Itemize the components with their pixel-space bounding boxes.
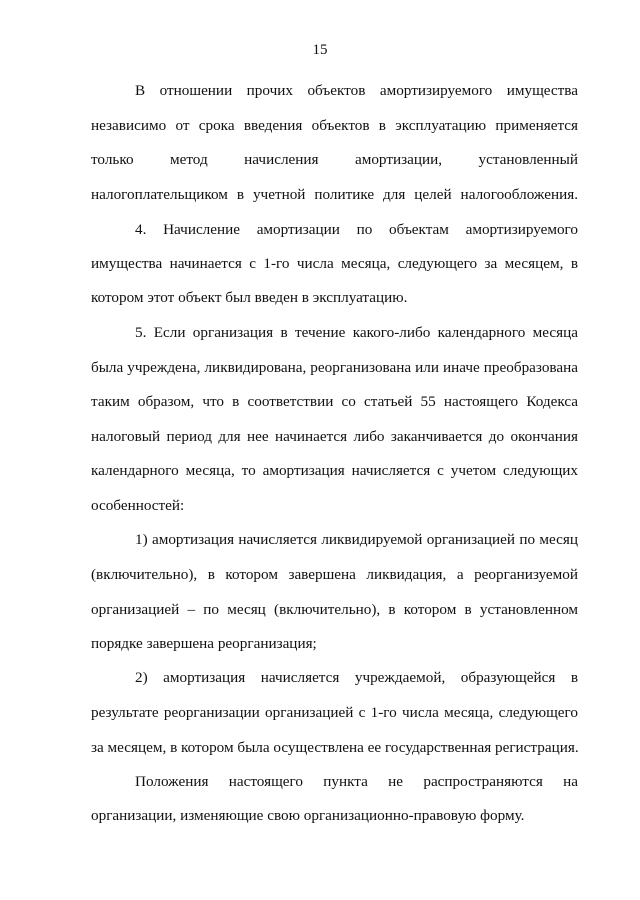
- paragraph-line: котором этот объект был введен в эксплуатацию.: [91, 289, 408, 306]
- paragraph-line: таким образом, что в соответствии со статьей 55 настоящего Кодекса: [91, 393, 578, 410]
- paragraph-line: 2) амортизация начисляется учреждаемой, образующейся в: [135, 669, 578, 686]
- paragraph-line: (включительно), в котором завершена ликвидация, а реорганизуемой: [91, 566, 578, 583]
- paragraph-line: организации, изменяющие свою организационно-правовую форму.: [91, 807, 525, 824]
- paragraph-line: Положения настоящего пункта не распространяются на: [135, 773, 578, 790]
- paragraph-line: налогоплательщиком в учетной политике для целей налогообложения.: [91, 186, 578, 203]
- paragraph-line: была учреждена, ликвидирована, реорганизована или иначе преобразована: [91, 359, 578, 376]
- paragraph-line: только метод начисления амортизации, установленный: [91, 151, 578, 168]
- paragraph-line: порядке завершена реорганизация;: [91, 635, 317, 652]
- paragraph-line: 1) амортизация начисляется ликвидируемой организацией по месяц: [135, 531, 578, 548]
- paragraph-line: независимо от срока введения объектов в эксплуатацию применяется: [91, 117, 578, 134]
- paragraph-line: 5. Если организация в течение какого-либо календарного месяца: [135, 324, 578, 341]
- paragraph-line: 4. Начисление амортизации по объектам амортизируемого: [135, 221, 578, 238]
- paragraph-line: В отношении прочих объектов амортизируемого имущества: [135, 82, 578, 99]
- paragraph-line: за месяцем, в котором была осуществлена ее государственная регистрация.: [91, 739, 579, 756]
- page-number: 15: [312, 42, 328, 58]
- paragraph-line: организацией – по месяц (включительно), в котором в установленном: [91, 601, 578, 618]
- paragraph-line: имущества начинается с 1-го числа месяца, следующего за месяцем, в: [91, 255, 578, 272]
- paragraph-line: календарного месяца, то амортизация начисляется с учетом следующих: [91, 462, 578, 479]
- paragraph-line: налоговый период для нее начинается либо заканчивается до окончания: [91, 428, 578, 445]
- paragraph-line: результате реорганизации организацией с 1-го числа месяца, следующего: [91, 704, 578, 721]
- paragraph-line: особенностей:: [91, 497, 185, 514]
